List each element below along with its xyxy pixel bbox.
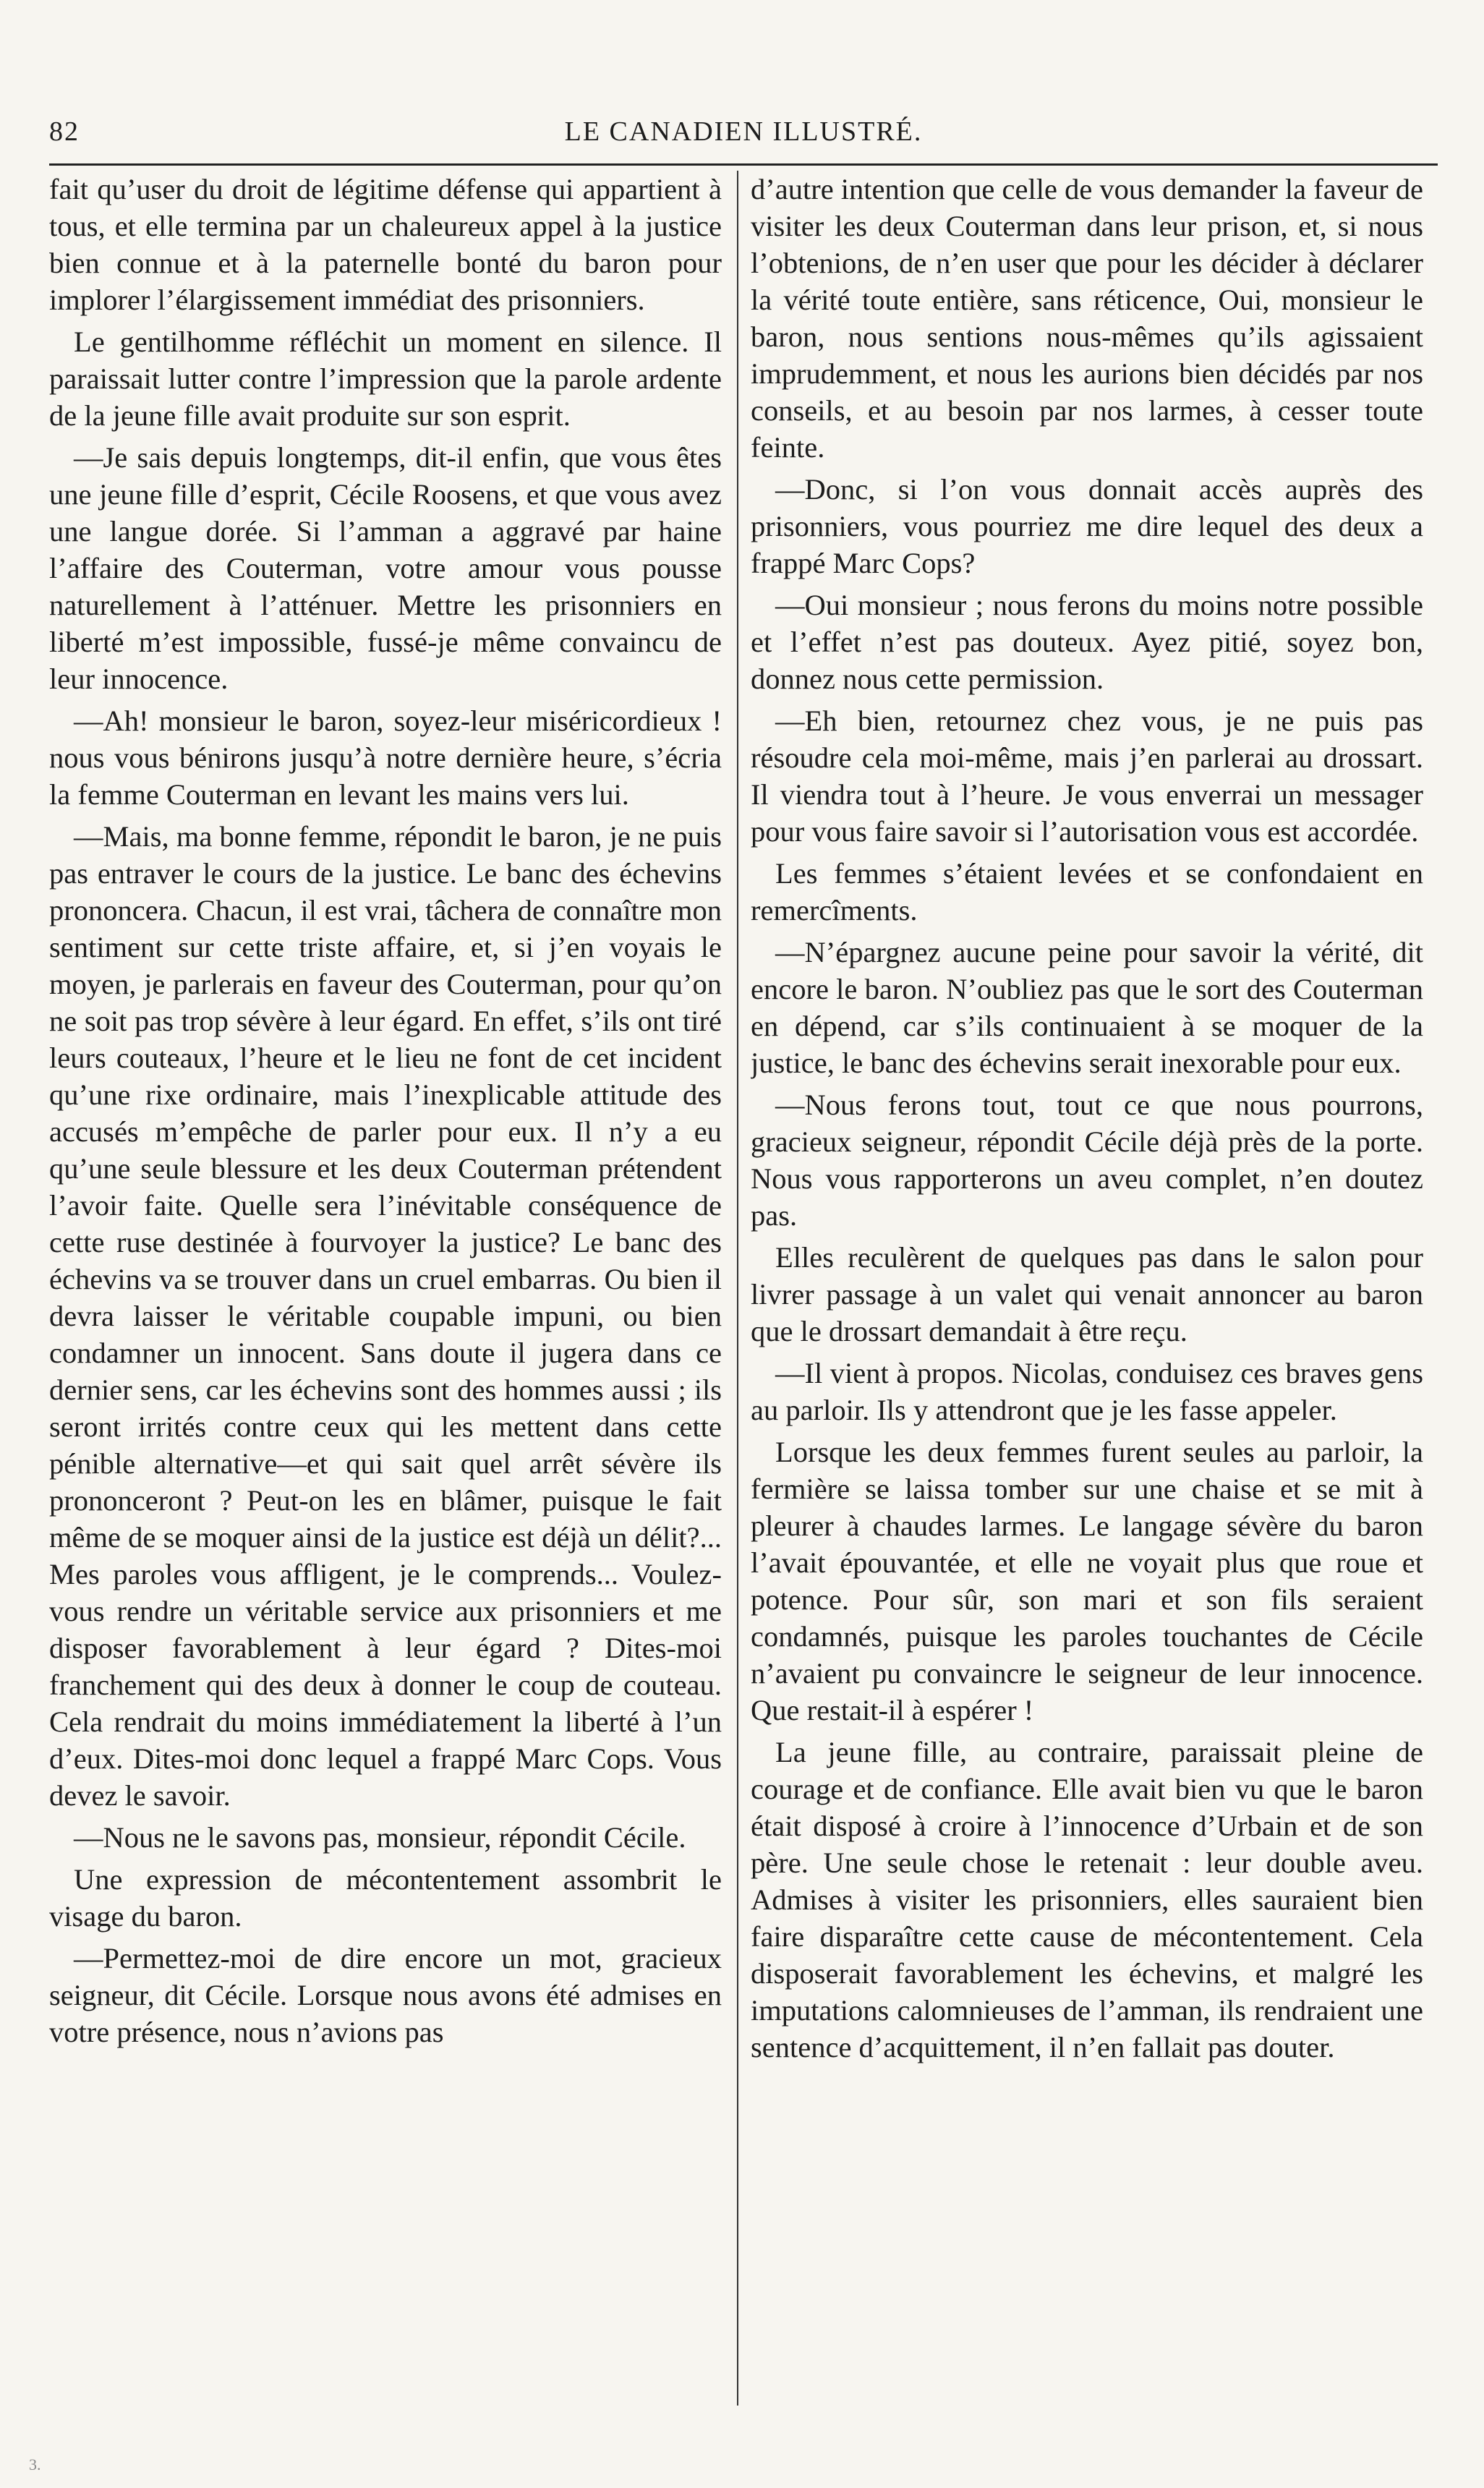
left-column (49, 171, 722, 2406)
page-header (49, 108, 1438, 152)
right-column (751, 171, 1423, 2406)
paragraph: —Donc, si l’on vous donnait accès auprès des prisonniers, vous pourriez me dire lequel des deux a frappé Marc Cops? (751, 473, 1423, 579)
paragraph: Les femmes s’étaient levées et se confondaient en remercîments. (751, 857, 1423, 926)
paragraph: Lorsque les deux femmes furent seules au parloir, la fermière se laissa tomber sur une chaise et se mit à pleurer à chaudes larmes. Le langage sévère du baron l’avait épouvantée, et elle ne voyait plus que roue et potence. Pour sûr, son mari et son fils seraient condamnés, puisque les paroles touchantes de Cécile n’avaient pu convaincre le seigneur de leur innocence. Que restait-il à espérer ! (751, 1436, 1423, 1726)
running-title: LE CANADIEN ILLUSTRÉ. (564, 116, 923, 147)
header-rule (49, 163, 1438, 166)
paragraph: Elles reculèrent de quelques pas dans le salon pour livrer passage à un valet qui venait annoncer au baron que le drossart demandait à être reçu. (751, 1241, 1423, 1347)
paragraph: —Ah! monsieur le baron, soyez-leur miséricordieux ! nous vous bénirons jusqu’à notre dernière heure, s’écria la femme Couterman en levant les mains vers lui. (49, 704, 722, 811)
paragraph: —N’épargnez aucune peine pour savoir la vérité, dit encore le baron. N’oubliez pas que le sort des Couterman en dépend, car s’ils continuaient à se moquer de la justice, le banc des échevins serait inexorable pour eux. (751, 936, 1423, 1079)
paragraph: —Eh bien, retournez chez vous, je ne puis pas résoudre cela moi-même, mais j’en parlerai au drossart. Il viendra tout à l’heure. Je vous enverrai un messager pour vous faire savoir si l’autorisation vous est accordée. (751, 704, 1423, 848)
paragraph: Le gentilhomme réfléchit un moment en silence. Il paraissait lutter contre l’impression que la parole ardente de la jeune fille avait produite sur son esprit. (49, 325, 722, 432)
paragraph: —Nous ne le savons pas, monsieur, répondit Cécile. (74, 1821, 686, 1854)
corner-mark: 3. (29, 2455, 41, 2474)
paragraph: La jeune fille, au contraire, paraissait pleine de courage et de confiance. Elle avait bien vu que le baron était disposé à croire à l’innocence d’Urbain et de son père. Une seule chose le retenait : leur double aveu. Admises à visiter les prisonniers, elles sauraient bien faire disparaître cette cause de mécontentement. Cela disposerait favorablement les échevins, et malgré les imputations calomnieuses de l’amman, ils rendraient une sentence d’acquittement, il n’en fallait pas douter. (751, 1736, 1423, 2063)
paragraph: Une expression de mécontentement assombrit le visage du baron. (49, 1863, 722, 1933)
paragraph: —Il vient à propos. Nicolas, conduisez ces braves gens au parloir. Ils y attendront que je les fasse appeler. (751, 1357, 1423, 1426)
paragraph: —Permettez-moi de dire encore un mot, gracieux seigneur, dit Cécile. Lorsque nous avons été admises en votre présence, nous n’avions pas (49, 1942, 722, 2048)
paragraph: —Oui monsieur ; nous ferons du moins notre possible et l’effet n’est pas douteux. Ayez pitié, soyez bon, donnez nous cette permission. (751, 589, 1423, 695)
paragraph: —Nous ferons tout, tout ce que nous pourrons, gracieux seigneur, répondit Cécile déjà près de la porte. Nous vous rapporterons un aveu complet, n’en doutez pas. (751, 1088, 1423, 1232)
page-number: 82 (49, 116, 80, 147)
paragraph: —Je sais depuis longtemps, dit-il enfin, que vous êtes une jeune fille d’esprit, Cécile Roosens, et que vous avez une langue dorée. Si l’amman a aggravé par haine l’affaire des Couterman, votre amour vous pousse naturellement à l’atténuer. Mettre les prisonniers en liberté m’est impossible, fussé-je même convaincu de leur innocence. (49, 441, 722, 695)
paragraph: fait qu’user du droit de légitime défense qui appartient à tous, et elle termina par un chaleureux appel à la justice bien connue et à la paternelle bonté du baron pour implorer l’élargissement immédiat des prisonniers. (49, 173, 722, 316)
paragraph: d’autre intention que celle de vous demander la faveur de visiter les deux Couterman dans leur prison, et, si nous l’obtenions, de n’en user que pour les décider à déclarer la vérité toute entière, sans réticence, Oui, monsieur le baron, nous sentions nous-mêmes qu’ils agissaient imprudemment, et nous les aurions bien décidés par nos conseils, et au besoin par nos larmes, à cesser toute feinte. (751, 173, 1423, 464)
paragraph: —Mais, ma bonne femme, répondit le baron, je ne puis pas entraver le cours de la justice. Le banc des échevins prononcera. Chacun, il est vrai, tâchera de connaître mon sentiment sur cette triste affaire, et, si j’en voyais le moyen, je parlerais en faveur des Couterman, pour qu’on ne soit pas trop sévère à leur égard. En effet, s’ils ont tiré leurs couteaux, l’heure et le lieu ne font de cet incident qu’une rixe ordinaire, mais l’inexplicable attitude des accusés m’empêche de parler pour eux. Il n’y a eu qu’une seule blessure et les deux Couterman prétendent l’avoir faite. Quelle sera l’inévitable conséquence de cette ruse destinée à fourvoyer la justice? Le banc des échevins va se trouver dans un cruel embarras. Ou bien il devra laisser le véritable coupable impuni, ou bien condamner un innocent. Sans doute il jugera dans ce dernier sens, car les échevins sont des hommes aussi ; ils seront irrités contre ceux qui les mettent dans cette pénible alternative—et qui sait quel arrêt sévère ils prononceront ? Peut-on les en blâmer, puisque le fait même de se moquer ainsi de la justice est déjà un délit?... Mes paroles vous affligent, je le comprends... Voulez-vous rendre un véritable service aux prisonniers et me disposer favorablement à leur égard ? Dites-moi franchement qui des deux à donner le coup de couteau. Cela rendrait du moins immédiatement la liberté à l’un d’eux. Dites-moi donc lequel a frappé Marc Cops. Vous devez le savoir. (49, 820, 722, 1812)
column-divider (737, 171, 738, 2406)
